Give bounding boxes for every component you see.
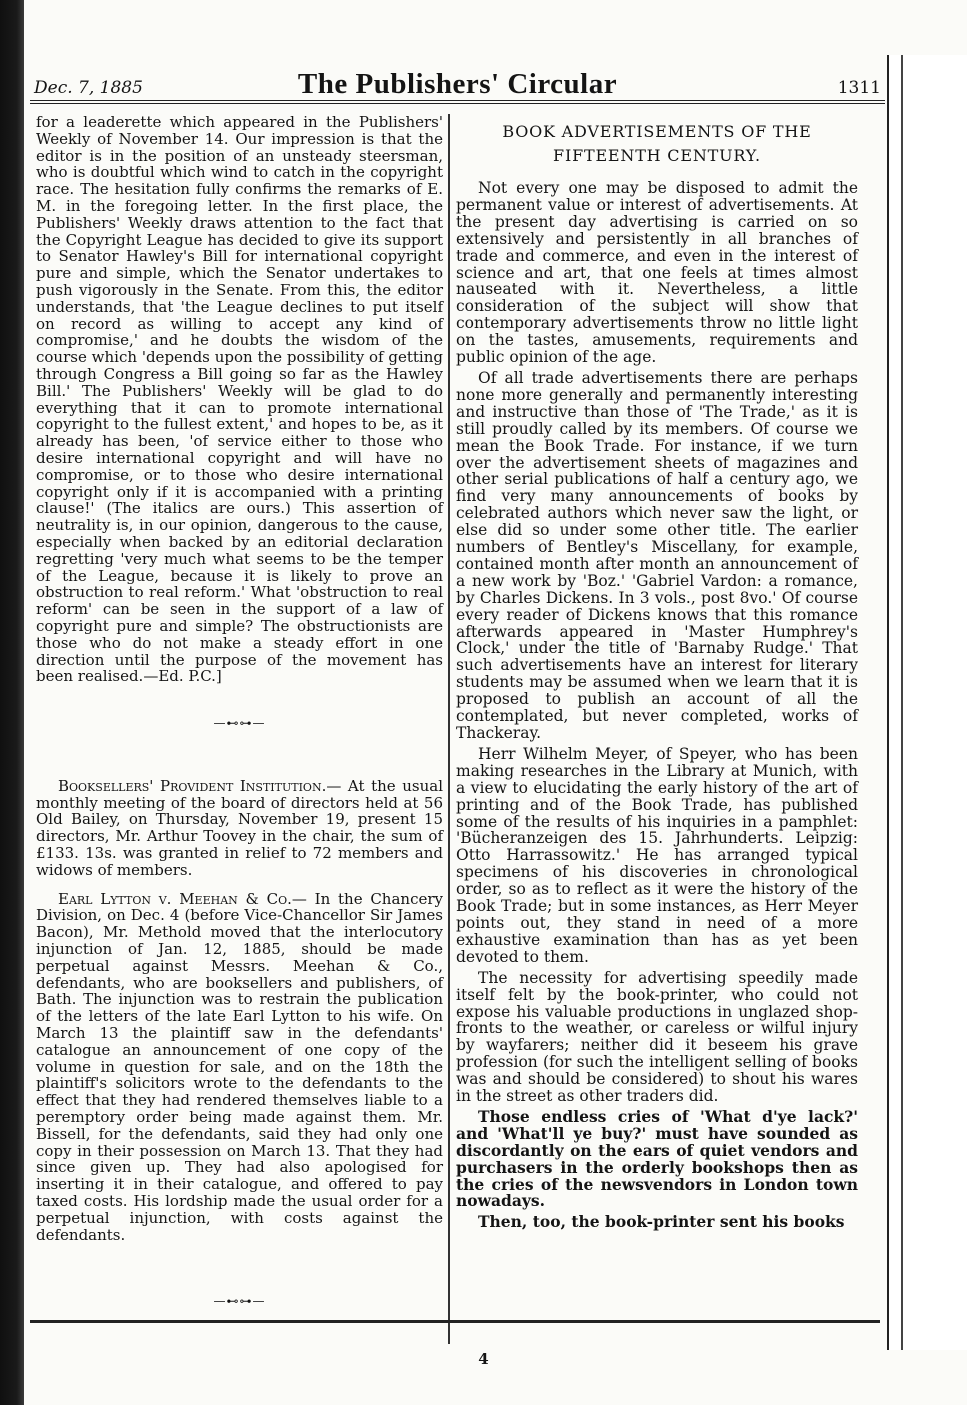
page-number: 1311 — [837, 78, 881, 98]
article-paragraph: Not every one may be disposed to admit the permanent value or interest of advertisements. At the present day advertising is carried on so extensively and persistently in all branches of trade and commerce, and even in the interest of science and art, that one feels at times almost nauseated with it. Nevertheless, a little consideration of the subject will show that contemporary advertisements throw no little light on the tastes, amusements, requirements and public opinion of the age. — [456, 179, 858, 367]
article-paragraph: The necessity for advertising speedily made itself felt by the book-printer, who could not expose his valuable productions in unglazed shop-fronts to the weather, or careless or wilful injury by wayfarers; neither did it beseem his grave profession (for such the intelligent selling of books was and should be considered) to shout his wares in the street as other traders did. — [456, 968, 858, 1106]
lytton-case — [36, 891, 443, 1244]
article-paragraph: Herr Wilhelm Meyer, of Speyer, who has been making researches in the Library at Munich, with a view to elucidating the early history of the art of printing and of the Book Trade, has published some of the results of his inquiries in a pamphlet: 'Bücheranzeigen des 15. Jahrhunderts. Leipzig: Otto Harrassowitz.' He has arranged typical specimens of his discoveries in chronological order, so as to reflect as it were the history of the Book Trade; but in some instances, as Herr Meyer points out, they stand in need of a more exhaustive examination than has as yet been devoted to them. — [456, 744, 858, 966]
article-heading — [456, 120, 858, 168]
section-ornament: —⊷⊶— — [213, 716, 266, 731]
booksellers-notice — [36, 778, 443, 879]
booksellers-body: At the usual monthly meeting of the board of directors held at 56 Old Bailey, on Thursday, November 19, present 15 directors, Mr. Arthur Toovey in the chair, the sum of £133. 13s. was granted in relief to 72 members and widows of members. — [36, 776, 443, 879]
column-rule — [448, 114, 450, 1344]
article-paragraph: Of all trade advertisements there are perhaps none more generally and permanently interesting and instructive than those of 'The Trade,' as it is still proudly called by its members. Of course we mean the Book Trade. For instance, if we turn over the advertisement sheets of magazines and other serial publications of half a century ago, we find very many announcements of books by celebrated authors which never saw the light, or else did so under some other title. The earlier numbers of Bentley's Miscellany, for example, contained month after month an announcement of a new work by 'Boz.' 'Gabriel Vardon: a romance, by Charles Dickens. In 3 vols., post 8vo.' Of course every reader of Dickens knows that this romance afterwards appeared in 'Master Humphrey's Clock,' under the title of 'Barnaby Rudge.' That such advertisements have an interest for literary students may be assumed when we learn that it is proposed to publish an account of all the contemplated, but never completed, works of Thackeray. — [456, 368, 858, 742]
lytton-body: In the Chancery Division, on Dec. 4 (before Vice-Chancellor Sir James Bacon), Mr. Methold moved that the interlocutory injunction of Jan. 12, 1885, should be made perpetual against Messrs. Meehan & Co., defendants, who are booksellers and publishers, of Bath. The injunction was to restrain the publication of the letters of the late Earl Lytton to his wife. On March 13 the plaintiff saw in the defendants' catalogue an announcement of one copy of the volume in question for sale, and on the 18th the plaintiff's solicitors wrote to the defendants to the effect that they had rendered themselves liable to a peremptory order being made against them. Mr. Bissell, for the defendants, said they had only one copy in their possession on March 13. That they had since given up. They had also apologised for inserting it in their catalogue, and offered to pay taxed costs. His lordship made the usual order for a perpetual injunction, with costs against the defendants. — [36, 889, 443, 1244]
page-margin-edge — [887, 55, 967, 1350]
article-heading-line1: BOOK ADVERTISEMENTS OF THE — [502, 122, 812, 141]
binding-edge — [0, 0, 24, 1405]
lytton-heading: Earl Lytton v. Meehan & Co.— — [58, 889, 307, 908]
booksellers-heading: Booksellers' Provident Institution.— — [58, 776, 342, 795]
article-paragraph: Then, too, the book-printer sent his books — [478, 1212, 845, 1232]
editorial-note: for a leaderette which appeared in the Publishers' Weekly of November 14. Our impression is that the editor is in the position of an unsteady steersman, who is doubtful which wind to catch in the copyright race. The hesitation fully confirms the remarks of E. M. in the foregoing letter. In the first place, the Publishers' Weekly draws attention to the fact that the Copyright League has decided to give its support to Senator Hawley's Bill for international copyright pure and simple, which the Senator undertakes to push vigorously in the Senate. From this, the editor understands, that 'the League declines to put itself on record as willing to accept any kind of compromise,' and he doubts the wisdom of the course which 'depends upon the possibility of getting through Congress a Bill going so far as the Hawley Bill.' The Publishers' Weekly will be glad to do everything that it can to promote international copyright to the fullest extent,' and hopes to be, as it already has been, 'of service either to those who desire international copyright and will have no compromise, or to those who desire international copyright only if it is accompanied with a printing clause!' (The italics are ours.) This assertion of neutrality is, in our opinion, dangerous to the cause, especially when backed by an editorial declaration regretting 'very much what seems to be the temper of the League, because it is likely to prove an obstruction to real reform.' What 'obstruction to real reform' can be seen in the support of a law of copyright pure and simple? The obstructionists are those who do not make a steady effort in one direction until the purpose of the movement has been realised.—Ed. P.C.] — [36, 113, 443, 686]
article-paragraph: Those endless cries of 'What d'ye lack?' and 'What'll ye buy?' must have sounded as discordantly on the ears of quiet vendors and purchasers in the orderly bookshops then as the cries of the newsvendors in London town nowadays. — [456, 1106, 858, 1211]
right-column — [456, 114, 858, 1235]
running-header — [30, 60, 885, 104]
section-ornament-bottom: —⊷⊶— — [213, 1294, 266, 1309]
header-date: Dec. 7, 1885 — [34, 78, 143, 98]
publication-title: The Publishers' Circular — [297, 68, 618, 100]
left-column — [36, 114, 443, 1310]
article-heading-line2: FIFTEENTH CENTURY. — [553, 146, 761, 165]
signature-mark: 4 — [478, 1350, 489, 1368]
bottom-rule — [30, 1320, 880, 1323]
